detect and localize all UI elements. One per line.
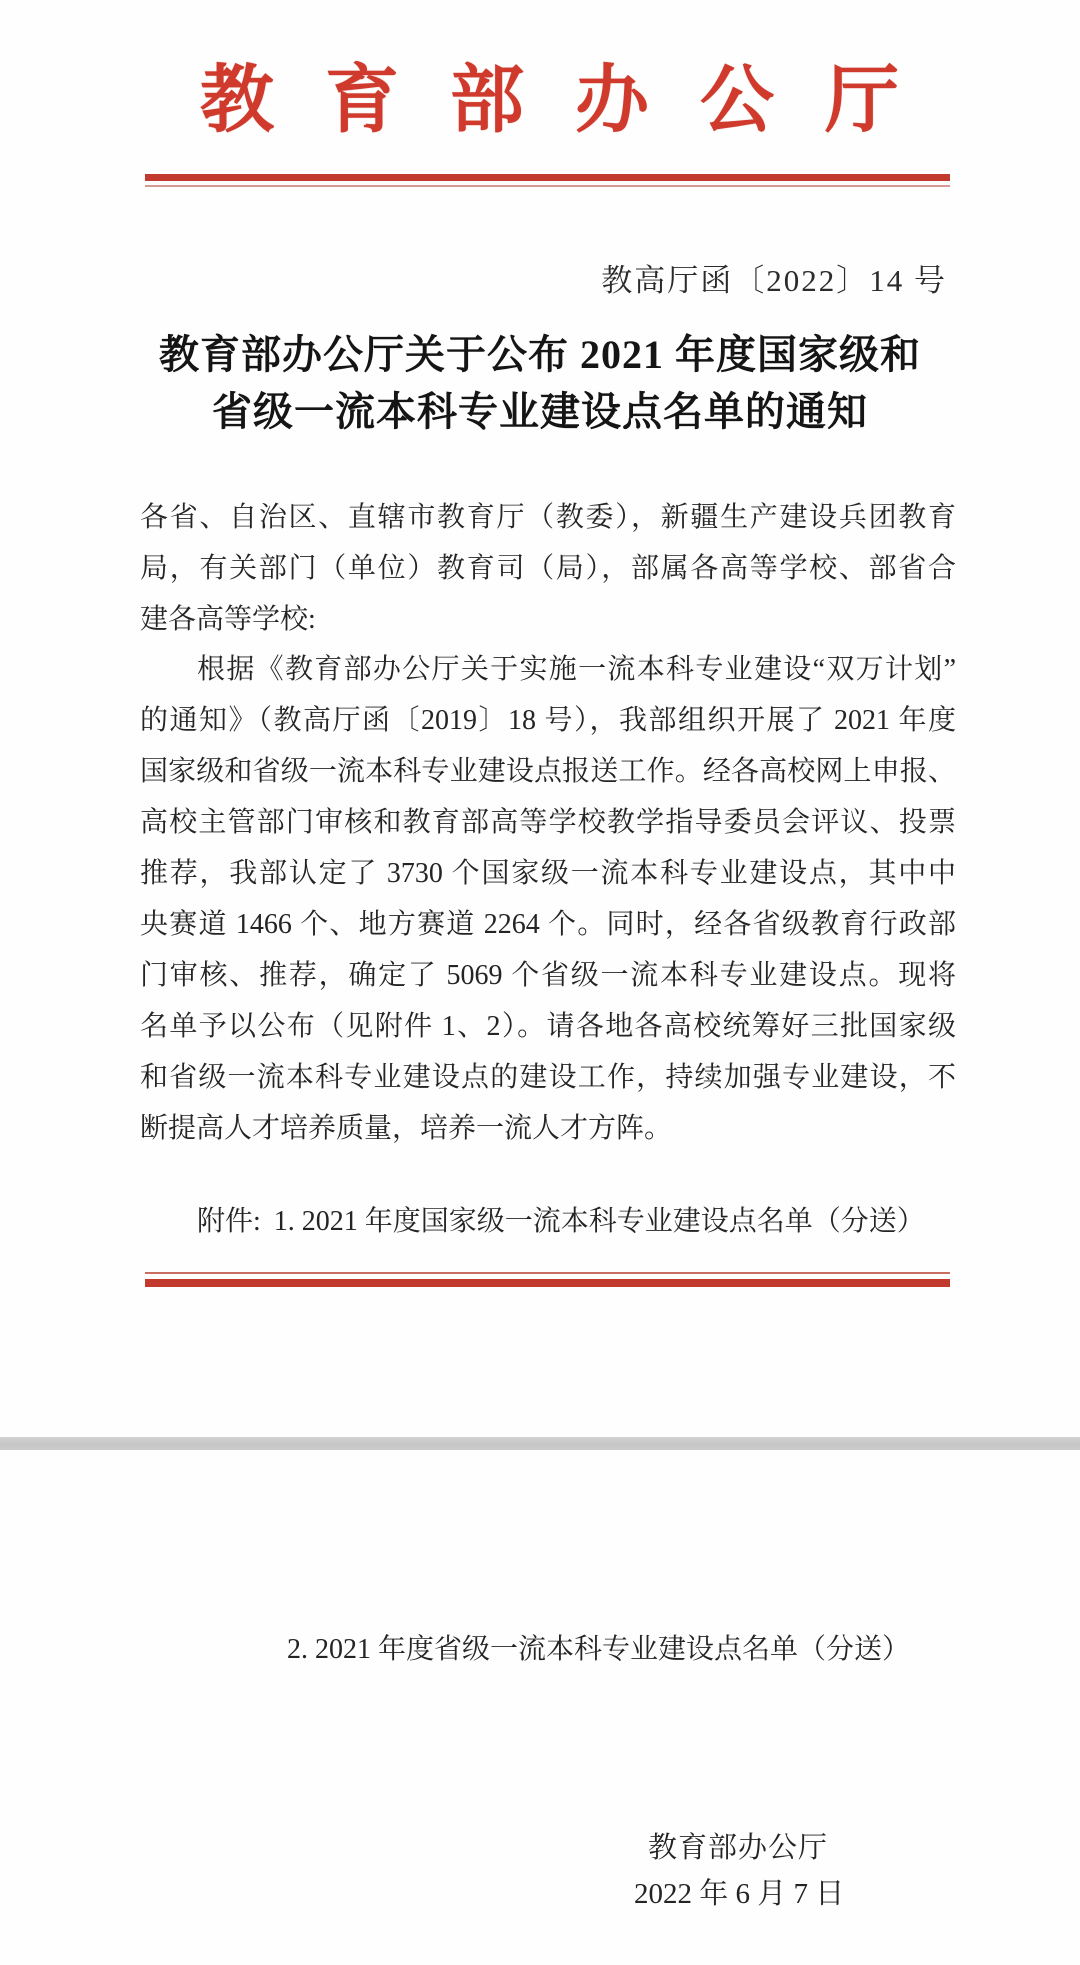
page-break-divider [0, 1437, 1080, 1450]
body-line: 高校主管部门审核和教育部高等学校教学指导委员会评议、投票 [140, 807, 956, 838]
body-line: 断提高人才培养质量，培养一流人才方阵。 [140, 1113, 673, 1144]
agency-banner: 教育部办公厅 [200, 60, 950, 142]
salutation-line: 建各高等学校: [140, 604, 316, 635]
body-line: 推荐，我部认定了 3730 个国家级一流本科专业建设点，其中中 [140, 858, 956, 889]
attachment-label: 附件: [197, 1206, 261, 1237]
doc-title-line-1: 教育部办公厅关于公布 2021 年度国家级和 [159, 332, 921, 377]
signature-agency: 教育部办公厅 [648, 1832, 829, 1864]
footer-rule-thick [145, 1279, 950, 1287]
doc-title [100, 326, 980, 440]
body-line: 的通知》（教高厅函〔2019〕18 号），我部组织开展了 2021 年度 [140, 705, 956, 736]
attachment-line-1 [197, 1200, 925, 1244]
attachment-item-1: 1. 2021 年度国家级一流本科专业建设点名单（分送） [273, 1206, 925, 1237]
body-line: 和省级一流本科专业建设点的建设工作，持续加强专业建设，不 [140, 1062, 956, 1093]
body-line: 国家级和省级一流本科专业建设点报送工作。经各高校网上申报、 [140, 756, 956, 787]
body-line: 名单予以公布（见附件 1、2）。请各地各高校统筹好三批国家级 [140, 1011, 956, 1042]
signature-date: 2022 年 6 月 7 日 [634, 1878, 845, 1910]
salutation-line: 各省、自治区、直辖市教育厅（教委），新疆生产建设兵团教育 [140, 502, 956, 533]
header-rule-thick [145, 174, 950, 181]
body-line: 根据《教育部办公厅关于实施一流本科专业建设“双万计划” [197, 654, 956, 685]
attachment-item-2: 2. 2021 年度省级一流本科专业建设点名单（分送） [287, 1634, 911, 1665]
footer-rule-thin [145, 1272, 950, 1274]
body-line: 央赛道 1466 个、地方赛道 2264 个。同时，经各省级教育行政部 [140, 909, 956, 940]
salutation-line: 局，有关部门（单位）教育司（局），部属各高等学校、部省合 [140, 553, 956, 584]
doc-title-line-2: 省级一流本科专业建设点名单的通知 [212, 389, 868, 434]
salutation-block [140, 492, 956, 645]
body-line: 门审核、推荐，确定了 5069 个省级一流本科专业建设点。现将 [140, 960, 956, 991]
doc-number: 教高厅函〔2022〕14 号 [601, 263, 947, 298]
header-rule-thin [145, 185, 950, 187]
main-paragraph [140, 644, 956, 1154]
